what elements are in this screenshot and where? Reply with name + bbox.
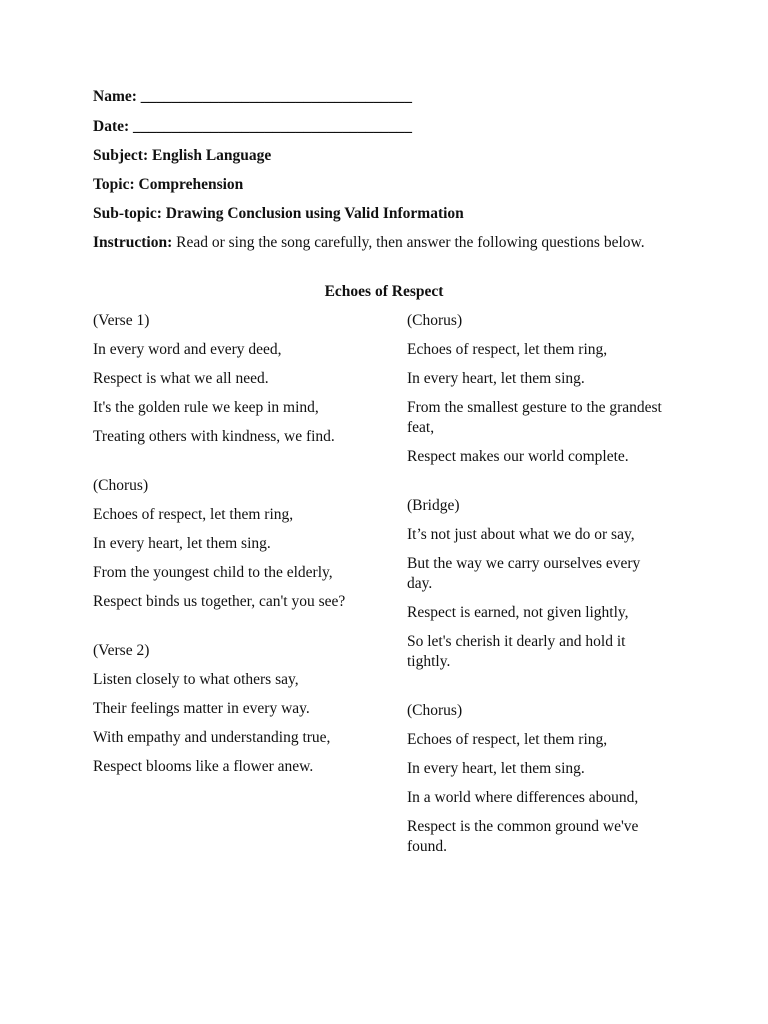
stanza [407, 701, 669, 857]
instruction-label: Instruction: [93, 234, 173, 251]
lyric-line: In every heart, let them sing. [407, 370, 585, 387]
lyric-line: It’s not just about what we do or say, [407, 526, 635, 543]
lyric-line: From the smallest gesture to the grandest feat, [407, 399, 662, 436]
lyric-line: So let's cherish it dearly and hold it tightly. [407, 633, 626, 670]
stanza-heading: (Chorus) [93, 477, 149, 494]
lyric-line: Respect blooms like a flower anew. [93, 758, 314, 775]
song-title: Echoes of Respect [324, 283, 444, 300]
date-field [93, 117, 412, 137]
subtopic-line: Sub-topic: Drawing Conclusion using Valid Information [93, 205, 464, 222]
lyric-line: Respect is what we all need. [93, 370, 269, 387]
stanza [93, 476, 368, 612]
stanza [407, 311, 669, 467]
subject-line: Subject: English Language [93, 147, 272, 164]
stanza [93, 641, 368, 777]
song-column-left [93, 311, 368, 777]
name-label: Name: [93, 88, 137, 105]
lyric-line: Respect makes our world complete. [407, 448, 629, 465]
lyric-line: In a world where differences abound, [407, 789, 639, 806]
stanza-heading: (Verse 2) [93, 642, 150, 659]
stanza-heading: (Chorus) [407, 702, 463, 719]
lyric-line: Their feelings matter in every way. [93, 700, 310, 717]
name-field [93, 87, 412, 107]
lyric-line: Echoes of respect, let them ring, [407, 341, 608, 358]
name-line: ___________________________________ [140, 88, 413, 105]
date-line: ____________________________________ [133, 118, 413, 135]
lyric-line: In every heart, let them sing. [93, 535, 271, 552]
lyric-line: Respect binds us together, can't you see? [93, 593, 346, 610]
lyric-line: Echoes of respect, let them ring, [93, 506, 294, 523]
stanza [407, 496, 669, 672]
lyric-line: In every word and every deed, [93, 341, 282, 358]
lyric-line: From the youngest child to the elderly, [93, 564, 333, 581]
lyric-line: In every heart, let them sing. [407, 760, 585, 777]
lyric-line: Treating others with kindness, we find. [93, 428, 335, 445]
lyric-line: Listen closely to what others say, [93, 671, 299, 688]
stanza-heading: (Chorus) [407, 312, 463, 329]
stanza-heading: (Bridge) [407, 497, 460, 514]
lyric-line: Echoes of respect, let them ring, [407, 731, 608, 748]
instruction [93, 233, 653, 253]
stanza [93, 311, 368, 447]
lyric-line: With empathy and understanding true, [93, 729, 331, 746]
song-column-right [407, 311, 669, 857]
instruction-text: Read or sing the song carefully, then answer the following questions below. [172, 234, 645, 251]
stanza-heading: (Verse 1) [93, 312, 150, 329]
topic-line: Topic: Comprehension [93, 176, 244, 193]
date-label: Date: [93, 118, 130, 135]
lyric-line: Respect is the common ground we've found. [407, 818, 639, 855]
lyric-line: Respect is earned, not given lightly, [407, 604, 629, 621]
lyric-line: But the way we carry ourselves every day. [407, 555, 641, 592]
lyric-line: It's the golden rule we keep in mind, [93, 399, 319, 416]
